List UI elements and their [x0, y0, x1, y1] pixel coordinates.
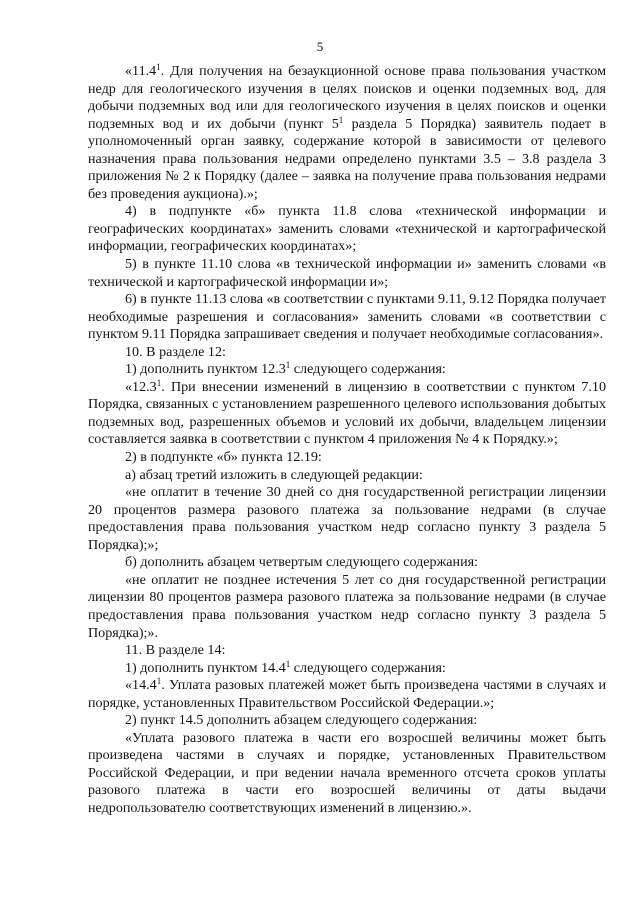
paragraph-add-12-3-1: 1) дополнить пунктом 12.3$^1$ следующего содержания:	[125, 360, 446, 378]
paragraph-12-3-1: «12.3$^1$. При внесении изменений в лицензию в соответствии с пунктом 7.10 Порядка, связанных с установлением разрешенного целевого использования добытых подземных вод, разрешенных объемов и условий их добычи, владельцем лицензии составляется заявка в соответствии с пунктом 4 приложения № 4 к Порядку.»;	[88, 377, 606, 448]
paragraph-quote-5-years: «не оплатит не позднее истечения 5 лет со дня государственной регистрации лицензии 80 процентов размера разового платежа за пользование недрами (в случае предоставления права пользования участком недр согласно пункту 3 раздела 5 Порядка);».	[88, 571, 606, 641]
paragraph-11-4-1: «11.4$^1$. Для получения на безаукционной основе права пользования участком недр для геологического изучения в целях поисков и оценки подземных вод, для добычи подземных вод или для геологического изучения в целях поисков и оценки подземных вод и их добычи (пункт $5^1$ раздела 5 Порядка) заявитель подает в уполномоченный орган заявку, содержание которой в зависимости от целевого назначения права пользования недрами определено пунктами 3.5 – 3.8 раздела 3 приложения № 2 к Порядку (далее – заявка на получение права пользования недрами без проведения аукциона).»;	[88, 62, 606, 202]
paragraph-12-19: 2) в подпункте «б» пункта 12.19:	[125, 449, 322, 466]
paragraph-item-5: 5) в пункте 11.10 слова «в технической информации и» заменить словами «в технической и картографической информации и»;	[88, 256, 606, 290]
paragraph-add-14-4-1: 1) дополнить пунктом 14.4$^1$ следующего содержания:	[125, 658, 446, 676]
document-body	[88, 63, 606, 818]
section-heading-12: 10. В разделе 12:	[125, 343, 226, 360]
paragraph-item-6: 6) в пункте 11.13 слова «в соответствии с пунктами 9.11, 9.12 Порядка получает необходимые разрешения и согласования» заменить словами «в соответствии с пунктом 9.11 Порядка запрашивает сведения и получает необходимые согласования».	[88, 291, 606, 343]
paragraph-14-4-1: «14.4$^1$. Уплата разовых платежей может быть произведена частями в случаях и порядке, установленных Правительством Российской Федерации.»;	[88, 676, 606, 711]
page-number: 5	[316, 39, 324, 54]
paragraph-item-4: 4) в подпункте «б» пункта 11.8 слова «технической информации и географических координатах» заменить словами «технической и картографической информации, географических координатах»;	[88, 203, 606, 255]
paragraph-quote-14-5: «Уплата разового платежа в части его возросшей величины может быть произведена частями в случаях и порядке, установленных Правительством Российской Федерации, и при ведении начала временного отсчета сроков уплаты разового платежа в части его возросшей величины от даты выдачи недропользователю соответствующих изменений в лицензию.».	[88, 729, 606, 816]
paragraph-14-5: 2) пункт 14.5 дополнить абзацем следующего содержания:	[125, 712, 478, 729]
paragraph-quote-30-days: «не оплатит в течение 30 дней со дня государственной регистрации лицензии 20 процентов размера разового платежа за пользование недрами (в случае предоставления права пользования участком недр согласно пункту 3 раздела 5 Порядка);»;	[88, 484, 606, 553]
paragraph-12-19-a: а) абзац третий изложить в следующей редакции:	[125, 466, 423, 483]
paragraph-12-19-b: б) дополнить абзацем четвертым следующего содержания:	[125, 554, 479, 571]
section-heading-14: 11. В разделе 14:	[125, 642, 226, 659]
